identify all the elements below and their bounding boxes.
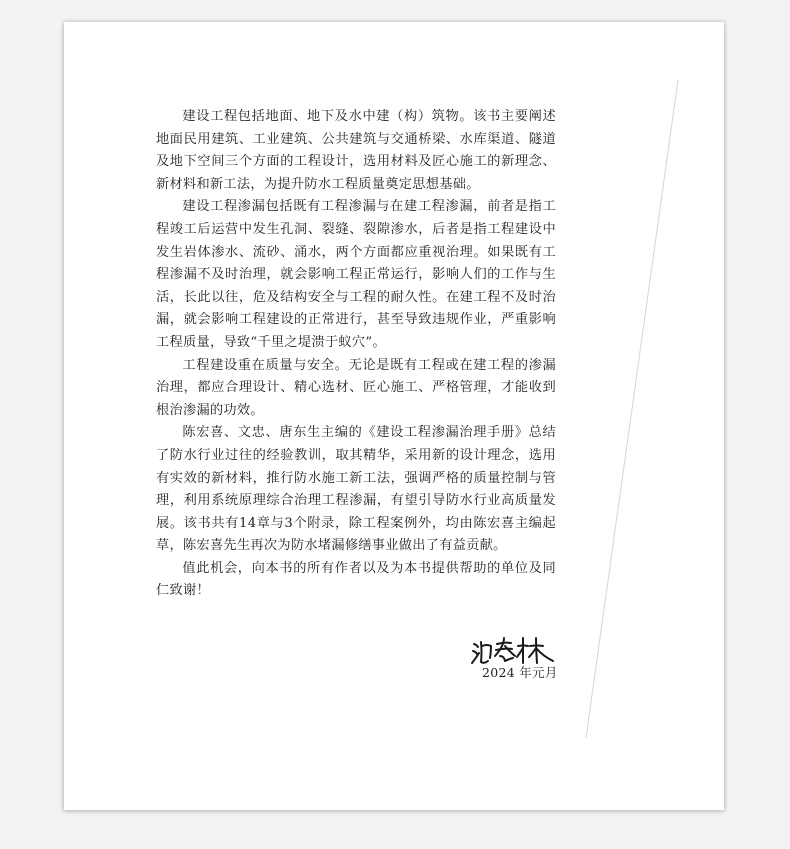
- paragraph-4: 陈宏喜、文忠、唐东生主编的《建设工程渗漏治理手册》总结了防水行业过往的经验教训，取其精华，采用新的设计理念，选用有实效的新材料，推行防水施工新工法，强调严格的质量控制与管理，利用系统原理综合治理工程渗漏，有望引导防水行业高质量发展。该书共有14章与3个附录，除工程案例外，均由陈宏喜主编起草，陈宏喜先生再次为防水堵漏修缮事业做出了有益贡献。: [156, 425, 556, 554]
- paragraph-2: 建设工程渗漏包括既有工程渗漏与在建工程渗漏，前者是指工程竣工后运营中发生孔洞、裂缝、裂隙渗水，后者是指工程建设中发生岩体渗水、流砂、涌水，两个方面都应重视治理。如果既有工程渗漏不及时治理，就会影响工程正常运行，影响人们的工作与生活，长此以往，危及结构安全与工程的耐久性。在建工程不及时治漏，就会影响工程建设的正常进行，甚至导致违规作业，严重影响工程质量，导致“千里之堤溃于蚁穴”。: [156, 199, 556, 350]
- paragraph-5: 值此机会，向本书的所有作者以及为本书提供帮助的单位及同仁致谢！: [156, 560, 556, 599]
- paragraph-3: 工程建设重在质量与安全。无论是既有工程或在建工程的渗漏治理，都应合理设计、精心选材、匠心施工、严格管理，才能收到根治渗漏的功效。: [156, 357, 556, 418]
- document-page: [64, 22, 724, 810]
- paragraph-1: 建设工程包括地面、地下及水中建（构）筑物。该书主要阐述地面民用建筑、工业建筑、公共建筑与交通桥梁、水库渠道、隧道及地下空间三个方面的工程设计，选用材料及匠心施工的新理念、新材料和新工法，为提升防水工程质量奠定思想基础。: [156, 109, 556, 192]
- preface-text: [156, 106, 556, 603]
- date-line: 2024 年元月: [482, 665, 558, 680]
